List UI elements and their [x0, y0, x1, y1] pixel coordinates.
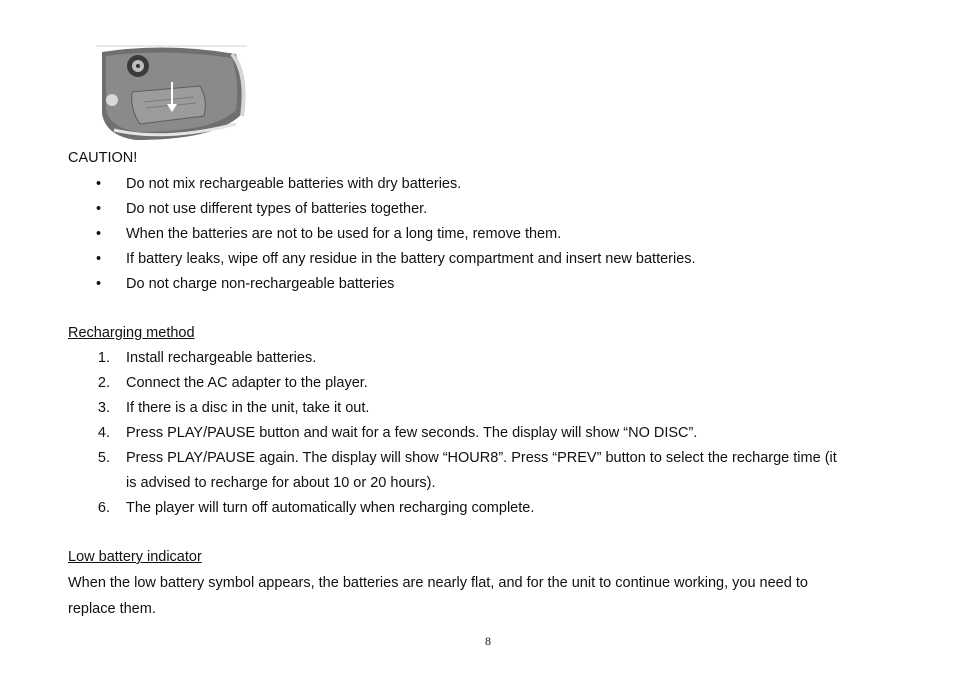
bullet-icon: •: [96, 276, 102, 292]
caution-bullet-text: Do not mix rechargeable batteries with dry batteries.: [126, 176, 462, 192]
step-number: 3.: [97, 400, 110, 416]
step-text: is advised to recharge for about 10 or 20 hours).: [126, 475, 436, 491]
caution-bullet-text: Do not use different types of batteries together.: [126, 201, 428, 217]
page-number: 8: [485, 634, 491, 648]
step-text: Press PLAY/PAUSE button and wait for a few seconds. The display will show “NO DISC”.: [126, 425, 698, 441]
step-text: Install rechargeable batteries.: [126, 350, 317, 366]
caution-bullet-text: Do not charge non-rechargeable batteries: [126, 276, 395, 292]
step-number: 6.: [97, 500, 110, 516]
paragraph-line: replace them.: [68, 601, 156, 617]
paragraph-line: When the low battery symbol appears, the batteries are nearly flat, and for the unit to continue working, you need to: [68, 575, 808, 591]
step-text: If there is a disc in the unit, take it out.: [126, 400, 370, 416]
bullet-icon: •: [96, 176, 102, 192]
step-text: The player will turn off automatically when recharging complete.: [126, 500, 535, 516]
step-text: Connect the AC adapter to the player.: [126, 375, 368, 391]
bullet-icon: •: [96, 201, 102, 217]
caution-bullet-text: When the batteries are not to be used for a long time, remove them.: [126, 226, 562, 242]
step-number: 5.: [97, 450, 110, 466]
caution-title: CAUTION!: [68, 150, 138, 166]
low-battery-heading: Low battery indicator: [68, 549, 202, 565]
step-text: Press PLAY/PAUSE again. The display will show “HOUR8”. Press “PREV” button to select the recharge time (it: [126, 450, 837, 466]
step-number: 4.: [97, 425, 110, 441]
bullet-icon: •: [96, 251, 102, 267]
battery-compartment-photo: [96, 44, 247, 144]
step-number: 2.: [97, 375, 110, 391]
bullet-icon: •: [96, 226, 102, 242]
step-number: 1.: [97, 350, 110, 366]
caution-bullet-text: If battery leaks, wipe off any residue in the battery compartment and insert new batteries.: [126, 251, 696, 267]
recharging-heading: Recharging method: [68, 325, 195, 341]
